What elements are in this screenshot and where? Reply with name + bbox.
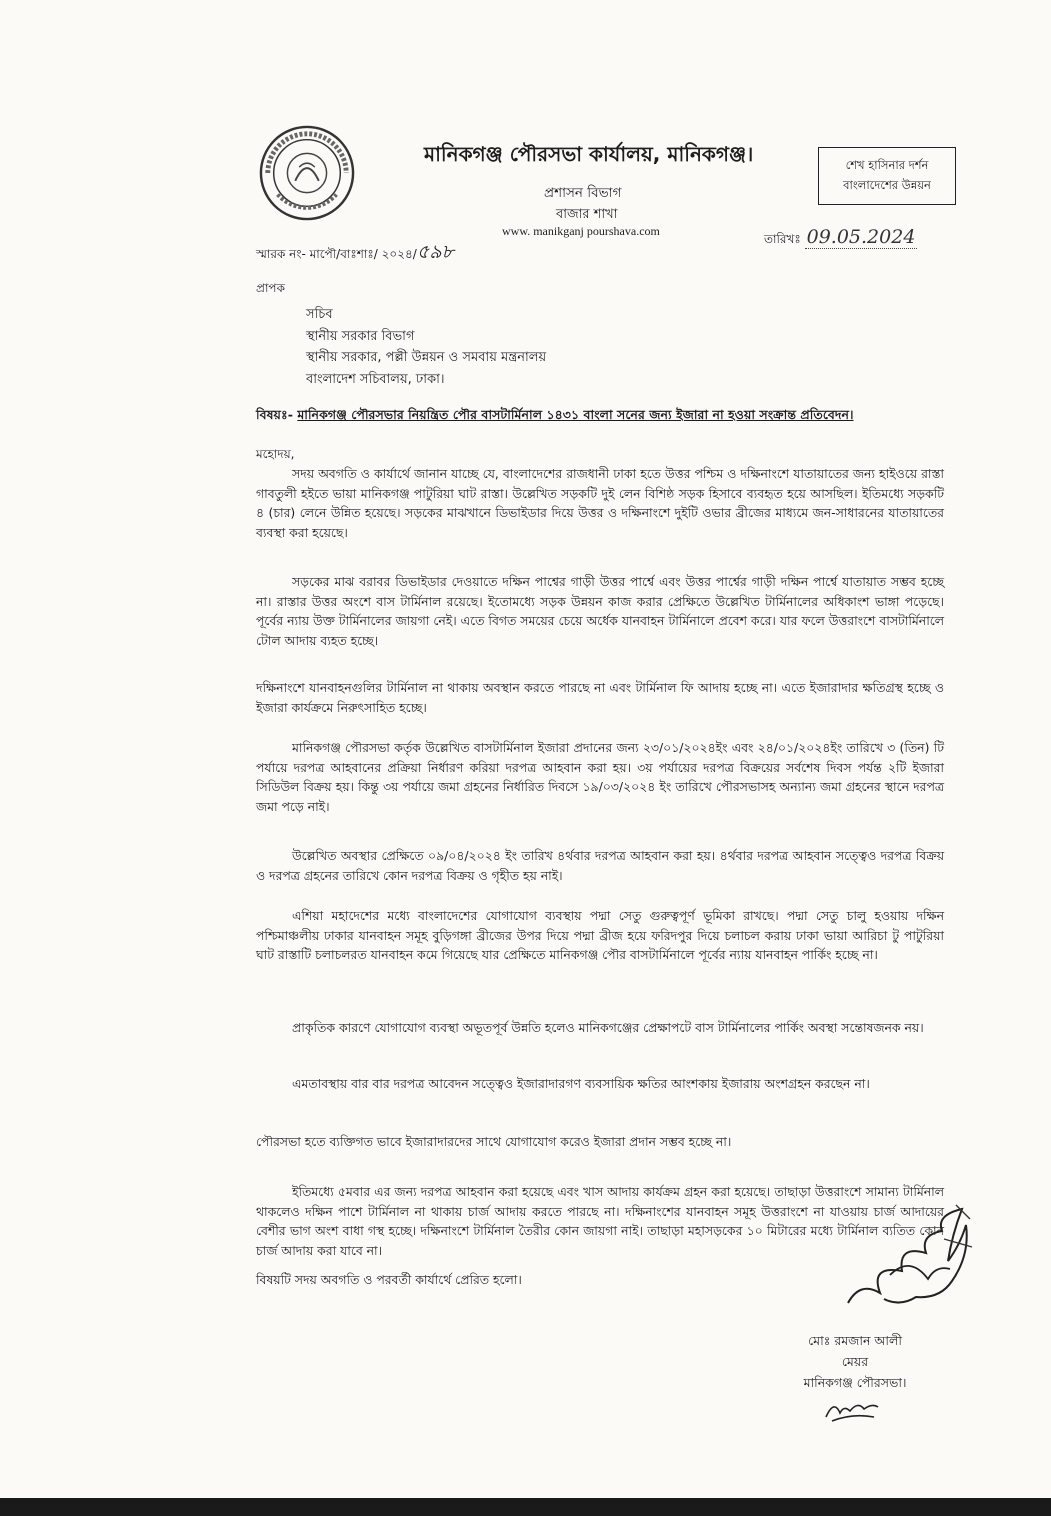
body-paragraph: সদয় অবগতি ও কার্যার্থে জানান যাচ্ছে যে, বাংলাদেশের রাজধানী ঢাকা হতে উত্তর পশ্চিম ও দক্ষিনাংশে যাতায়াতের জন্য হাইওয়ে রাস্তা গাবতুলী হইতে ভায়া মানিকগঞ্জ পাটুরিয়া ঘাট রাস্তা। উল্লেখিত সড়কটি দুই লেন বিশিষ্ঠ সড়ক হিসাবে ব্যবহৃত হয়ে আসছিল। ইতিমধ্যে সড়কটি ৪ (চার) লেনে উন্নিত হয়েছে। সড়কের মাঝখানে ডিভাইডার দিয়ে উত্তর ও দক্ষিনাংশে দুইটি ওভার ব্রীজের মাধ্যমে জন-সাধারনের যাতায়াতের ব্যবস্থা করা হয়েছে। <box>256 466 944 540</box>
body-paragraph: এশিয়া মহাদেশের মধ্যে বাংলাদেশের যোগাযোগ ব্যবস্থায় পদ্মা সেতু গুরুত্বপূর্ণ ভূমিকা রাখছে। পদ্মা সেতু চালু হওয়ায় দক্ষিন পশ্চিমাঞ্চলীয় ঢাকার যানবাহন সমূহ বুড়িগঙ্গা ব্রীজের উপর দিয়ে পদ্মা ব্রীজ হয়ে ফরিদপুর দিয়ে চলাচল করায় ঢাকা ভায়া আরিচা টু পাটুরিয়া ঘাট রাস্তাটি চলাচলরত যানবাহন কমে গিয়েছে যার প্রেক্ষিতে মানিকগঞ্জ পৌর বাসটার্মিনালে পূর্বের ন্যায় যানবাহন পার্কিং হচ্ছে না। <box>256 908 944 963</box>
website-text: www. manikganj pourshava.com <box>502 224 660 238</box>
municipality-seal-icon <box>258 124 356 222</box>
signer-block <box>760 1330 950 1393</box>
signer-title: মেয়র <box>841 1354 869 1369</box>
scan-edge-bar <box>0 1498 1051 1516</box>
recipient-line: স্থানীয় সরকার বিভাগ <box>306 328 415 344</box>
body-paragraph: পৌরসভা হতে ব্যক্তিগত ভাবে ইজারাদারদের সাথে যোগাযোগ করেও ইজারা প্রদান সম্ভব হচ্ছে না। <box>256 1134 732 1149</box>
salutation: মহোদয়, <box>256 447 295 461</box>
closing-line: বিষয়টি সদয় অবগতি ও পরবর্তী কার্যার্থে প্রেরিত হলো। <box>256 1272 522 1287</box>
date-handwritten: 09.05.2024 <box>806 226 916 248</box>
office-title: মানিকগঞ্জ পৌরসভা কার্যালয়, মানিকগঞ্জ। <box>424 142 754 166</box>
department-name: প্রশাসন বিভাগ <box>544 185 622 201</box>
signer-name: মোঃ রমজান আলী <box>808 1333 902 1348</box>
body-paragraph: সড়কের মাঝ বরাবর ডিভাইডার দেওয়াতে দক্ষিন পাশ্বের গাড়ী উত্তর পার্শ্বে এবং উত্তর পার্শ্বের গাড়ী দক্ষিন পার্শ্বে যাতায়াত সম্ভব হচ্ছে না। রাস্তার উত্তর অংশে বাস টার্মিনাল রয়েছে। ইতোমধ্যে সড়ক উন্নয়ন কাজ করার প্রেক্ষিতে উল্লেখিত টার্মিনালের অধিকাংশ ভাঙ্গা পড়েছে। পূর্বের ন্যায় উক্ত টার্মিনালের জায়গা নেই। এতে বিগত সময়ের চেয়ে অর্ধেক যানবাহন টার্মিনালে প্রবেশ করে। যার ফলে উত্তরাংশে বাসটার্মিনালে টোল আদায় ব্যহত হচ্ছে। <box>256 574 944 648</box>
date-label: তারিখঃ <box>764 232 801 246</box>
subject-text: মানিকগঞ্জ পৌরসভার নিয়ন্ত্রিত পৌর বাসটার্মিনাল ১৪৩১ বাংলা সনের জন্য ইজারা না হওয়া সংক্রান্ত প্রতিবেদন। <box>297 407 854 422</box>
initial-signature <box>822 1395 882 1425</box>
memo-number <box>256 238 454 270</box>
body-paragraph: দক্ষিনাংশে যানবাহনগুলির টার্মিনাল না থাকায় অবস্থান করতে পারছে না এবং টার্মিনাল ফি আদায় হচ্ছে না। এতে ইজারাদার ক্ষতিগ্রস্থ হচ্ছে ও ইজারা কার্যক্রমে নিরুৎসাহিত হচ্ছে। <box>256 680 944 715</box>
recipient-line: বাংলাদেশ সচিবালয়, ঢাকা। <box>306 371 445 387</box>
recipient-label: প্রাপক <box>256 281 285 295</box>
subject-label: বিষয়ঃ- <box>256 407 293 422</box>
branch-name: বাজার শাখা <box>556 207 618 222</box>
slogan-line-1: শেখ হাসিনার দর্শন <box>845 158 929 172</box>
memo-label: স্মারক নং- মাপৌ/বাঃশাঃ/ ২০২৪/ <box>256 247 417 261</box>
recipient-line: স্থানীয় সরকার, পল্লী উন্নয়ন ও সমবায় মন্ত্রনালয় <box>306 350 547 365</box>
subject-line <box>256 407 854 427</box>
recipient-address <box>306 304 546 390</box>
body-paragraph: মানিকগঞ্জ পৌরসভা কর্তৃক উল্লেখিত বাসটার্মিনাল ইজারা প্রদানের জন্য ২৩/০১/২০২৪ইং এবং ২৪/০১/২০২৪ইং তারিখে ৩ (তিন) টি পর্যায়ে দরপত্র আহবানের প্রক্রিয়া নির্ধারণ করিয়া দরপত্র আহবান করা হয়। ৩য় পর্যায়ের দরপত্র বিক্রয়ের সর্বশেষ দিবস পর্যন্ত ২টি ইজারা সিডিউল বিক্রয় হয়। কিন্তু ৩য় পর্যায়ে জমা গ্রহনের নির্ধারিত দিবসে ১৯/০৩/২০২৪ ইং তারিখে পৌরসভাসহ অন্যান্য জমা গ্রহনের স্থানে দরপত্র জমা পড়ে নাই। <box>256 740 944 814</box>
letter-date <box>764 226 917 251</box>
memo-number-handwritten: ৫৯৮ <box>416 241 454 263</box>
body-paragraph: এমতাবস্থায় বার বার দরপত্র আবেদন সত্ত্বেও ইজারাদারগণ ব্যবসায়িক ক্ষতির আংশকায় ইজারায় অংশগ্রহন করছেন না। <box>292 1076 870 1091</box>
slogan-line-2: বাংলাদেশের উন্নয়ন <box>843 178 931 192</box>
body-paragraph: প্রাকৃতিক কারণে যোগাযোগ ব্যবস্থা অভূতপূর্ব উন্নতি হলেও মানিকগঞ্জের প্রেক্ষাপটে বাস টার্মিনালের পার্কিং অবস্থা সন্তোষজনক নয়। <box>292 1020 924 1035</box>
mayor-signature <box>840 1195 980 1315</box>
signer-office: মানিকগঞ্জ পৌরসভা। <box>803 1375 907 1390</box>
slogan-box <box>818 147 956 205</box>
body-paragraph: ইতিমধ্যে ৫মবার এর জন্য দরপত্র আহবান করা হয়েছে এবং খাস আদায় কার্যক্রম গ্রহন করা হয়েছে। তাছাড়া উত্তরাংশে সামান্য টার্মিনাল থাকলেও দক্ষিন পাশে টার্মিনাল না থাকায় চার্জ আদায় করতে পারছে না। দক্ষিনাংশের যানবাহন সমূহ উত্তরাংশে না যাওয়ায় চার্জ আদায়ের বেশীর ভাগ অংশ বাধা গস্থ হচ্ছে। দক্ষিনাংশে টার্মিনাল তৈরীর কোন জায়গা নাই। তাছাড়া মহাসড়কের ১০ মিটারের মধ্যে টার্মিনাল ব্যতিত কোন চার্জ আদায় করা যাবে না। <box>256 1184 944 1258</box>
body-paragraph: উল্লেখিত অবস্থার প্রেক্ষিতে ০৯/০৪/২০২৪ ইং তারিখ ৪র্থবার দরপত্র আহবান করা হয়। ৪র্থবার দরপত্র আহবান সত্ত্বেও দরপত্র বিক্রয় ও দরপত্র গ্রহনের তারিখে কোন দরপত্র বিক্রয় ও গৃহীত হয় নাই। <box>256 848 944 883</box>
recipient-line: সচিব <box>306 307 333 322</box>
